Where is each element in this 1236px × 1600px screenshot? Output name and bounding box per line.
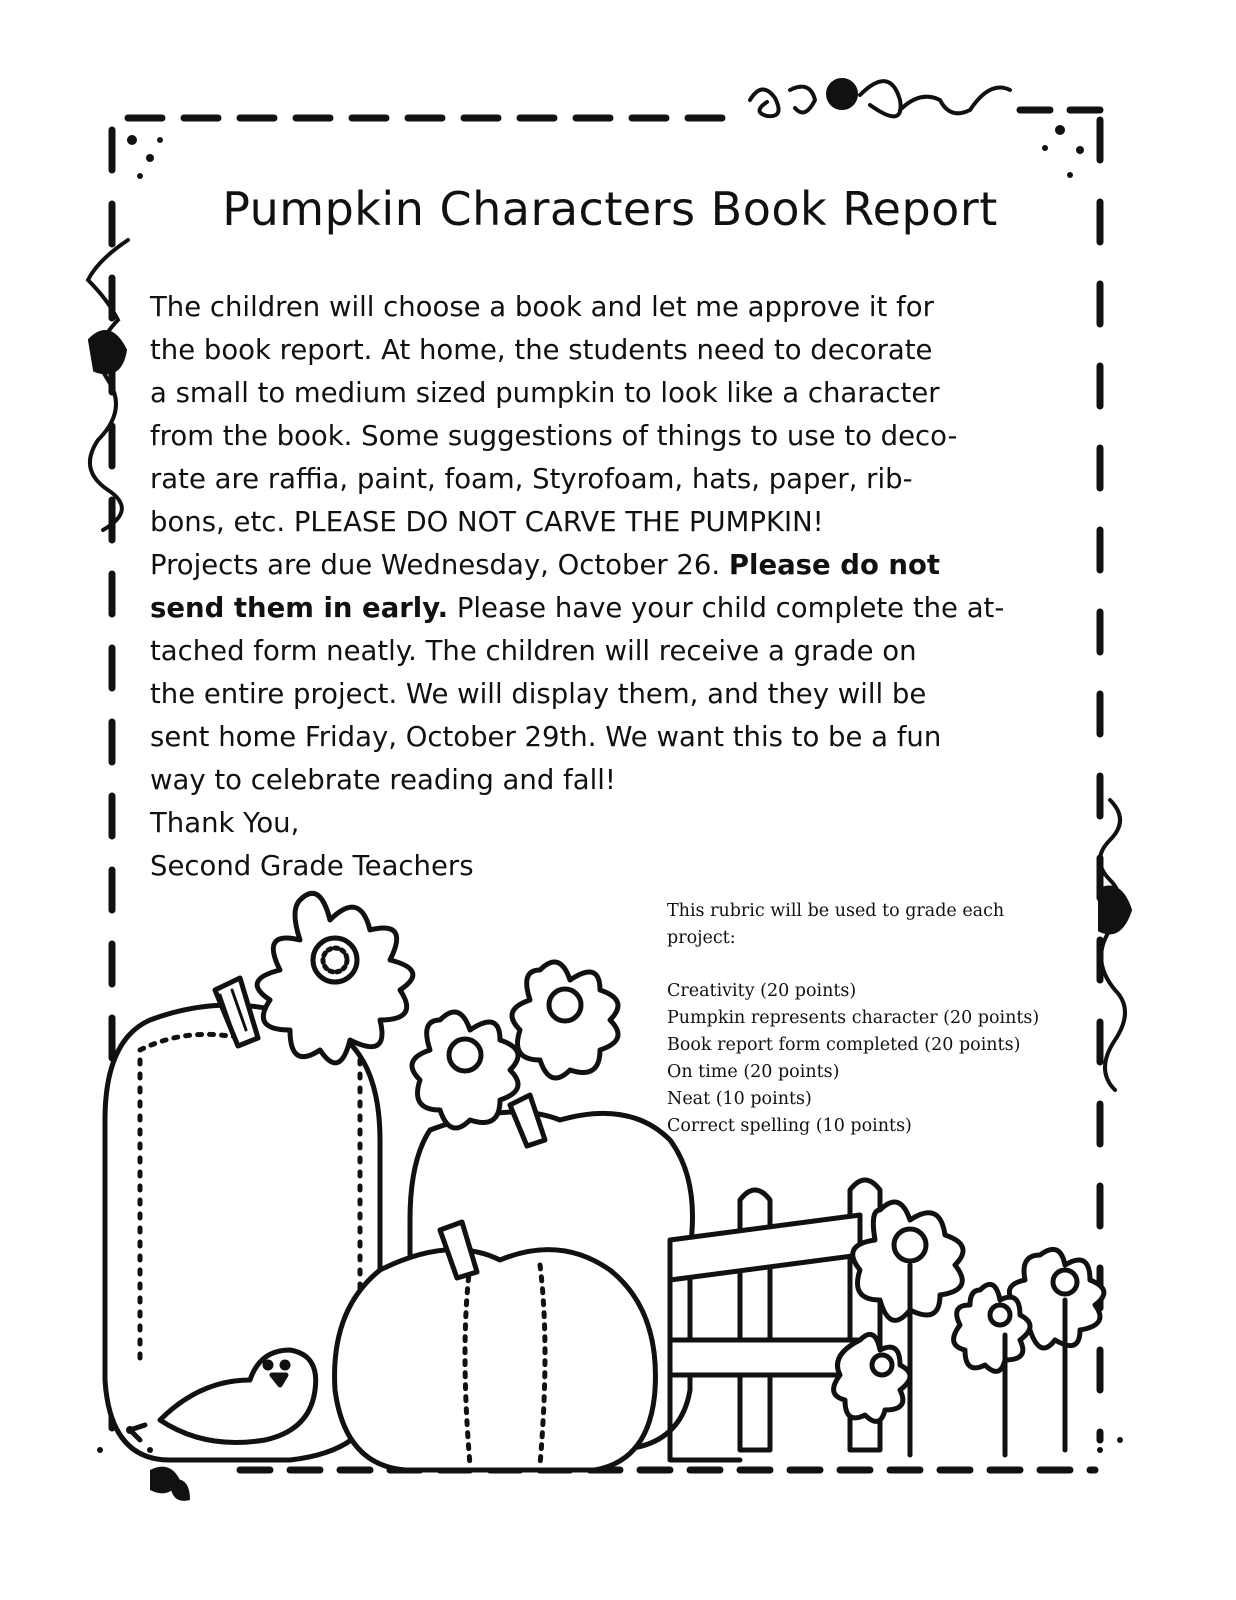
send-early-bold: send them in early. (150, 592, 449, 624)
do-not-send-early-bold: Please do not (728, 549, 941, 581)
body-line: the book report. At home, the students need to decorate (150, 334, 933, 366)
body-line: The children will choose a book and let me approve it for (150, 291, 934, 323)
signature-line: Second Grade Teachers (150, 850, 474, 882)
closing-line: Thank You, (150, 807, 300, 839)
due-date-text: Projects are due Wednesday, October 26. (150, 549, 729, 581)
body-line: bons, etc. PLEASE DO NOT CARVE THE PUMPKIN! (150, 506, 824, 538)
page-title: Pumpkin Characters Book Report (222, 182, 998, 236)
body-line: the entire project. We will display them, and they will be (150, 678, 927, 710)
rubric-intro: project: (667, 928, 736, 948)
rubric-item: Pumpkin represents character (20 points) (667, 1008, 1040, 1028)
rubric-intro: This rubric will be used to grade each (667, 901, 1005, 921)
body-line: tached form neatly. The children will receive a grade on (150, 635, 917, 667)
body-line: from the book. Some suggestions of things to use to deco- (150, 420, 958, 452)
rubric-item: Creativity (20 points) (667, 981, 857, 1001)
body-line: way to celebrate reading and fall! (150, 764, 616, 796)
body-line: a small to medium sized pumpkin to look like a character (150, 377, 940, 409)
early-line-text: Please have your child complete the at- (448, 592, 1005, 624)
body-line: sent home Friday, October 29th. We want this to be a fun (150, 721, 942, 753)
rubric-item: Correct spelling (10 points) (667, 1116, 912, 1136)
rubric-item: Book report form completed (20 points) (667, 1035, 1021, 1055)
body-line: rate are raffia, paint, foam, Styrofoam, hats, paper, rib- (150, 463, 913, 495)
rubric-item: Neat (10 points) (667, 1089, 812, 1109)
rubric-item: On time (20 points) (667, 1062, 840, 1082)
